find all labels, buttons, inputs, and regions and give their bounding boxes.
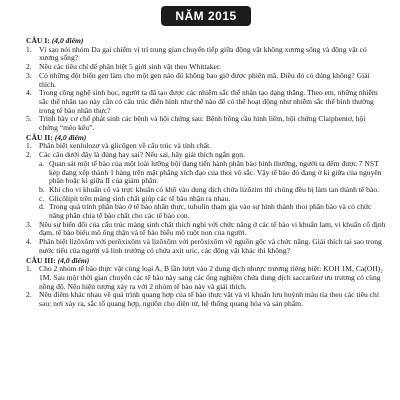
question-2-title: CÂU II: xyxy=(26,132,53,142)
q1-item-1: 1. Vì sao nói nhóm Da gai chiếm vị trí trung gian chuyển tiếp giữa động vật không xương sống và động vật có xương sống? xyxy=(26,44,367,63)
question-1-title: CÂU I: xyxy=(26,36,50,45)
q1-item-3: 3. Có những đột biến gen làm cho một gen nào đó không bao giờ được phiên mã. Điều đó có đúng không? Giải thích. xyxy=(26,70,370,89)
q2-item-4: 4. Phân biệt lizôxôm với perôxixôm và lizôxôm với perôxixôm về nguồn gốc và chức năng. Giải thích tại sao trong nước tiểu của người và linh trưởng có chứa axit uric, các động vật khác thì không? xyxy=(26,237,382,255)
year-badge: NĂM 2015 xyxy=(161,6,250,26)
q1-item-2: 2. Nêu các tiêu chí để phân biệt 5 giới sinh vật theo Whittaker. xyxy=(26,62,222,72)
exam-body xyxy=(26,37,386,309)
q2-item-1: 1. Phân biệt xenlulozơ và glicôgen về cấu trúc và tính chất. xyxy=(26,141,212,151)
q3-item-2: 2. Nêu điểm khác nhau về quá trình quang hợp của tế bào thực vật và vi khuẩn lưu huỳnh màu tía theo các tiêu chí sau: nơi xảy ra, sắc tố quang hợp, nguồn cho điện tử, hệ thống quang hóa và sản phẩm. xyxy=(26,290,379,309)
question-1-points: (4,0 điểm) xyxy=(51,36,84,45)
q2-item-2: 2. Các câu dưới đây là đúng hay sai? Nếu sai, hãy giải thích ngắn gọn. xyxy=(26,150,245,160)
question-3-title: CÂU III: xyxy=(26,255,56,265)
question-3-points: (4,0 điểm) xyxy=(57,255,90,265)
q1-item-5: 5. Trình bày cơ chế phát sinh các bệnh và hội chứng sau: Bệnh hồng cầu hình liềm, hội chứng Claiphentơ, hội chứng “mèo kêu”. xyxy=(26,114,366,133)
q2-item-3: 3. Nêu sự biến đổi của cấu trúc màng sinh chất thích nghi với chức năng ở các tế bào vi khuẩn lam, vi khuẩn cố định đạm, tế bào biểu mô ống thận và tế bào biểu mô ruột non của người. xyxy=(26,219,386,238)
year-header xyxy=(26,0,386,36)
q2-sub-c: c. Glicôlipit trên màng sinh chất giúp các tế bào nhận ra nhau. xyxy=(39,193,231,203)
q2-sub-b: b. Khi cho vi khuẩn cổ và trực khuẩn cỏ khô vào dung dịch chứa lizôzim thì chúng đều bị làm tan thành tế bào. xyxy=(39,184,380,194)
q3-item-1: 1. Cho 2 nhóm tế bào thực vật cùng loại A, B lần lượt vào 2 dung dịch nhược trương riêng biệt: KOH 1M, Ca(OH)₂ 1M. Sau một thời gian chuyển các tế bào này sang các ống nghiệm chứa dung dịch saccarôzơ ưu trương có cùng nồng độ. Nêu hiện tượng xảy ra với 2 nhóm tế bào này và giải thích. xyxy=(26,264,383,291)
question-2-points: (4,0 điểm) xyxy=(54,132,87,142)
q2-sub-d: d. Trong quá trình phân bào ở tế bào nhân thực, tubulin tham gia vào sự hình thành thoi phân bào và có chức năng phân chia tế bào chất cho các tế bào con. xyxy=(39,202,372,221)
q1-item-4: 4. Trong công nghệ sinh học, người ta đã tạo được các nhiễm sắc thể nhân tạo dạng thẳng. Theo em, những nhiễm sắc thể nhân tạo này cần có cấu trúc điển hình như thế nào để có thể hoạt động như nhiễm sắc thể bình thường trong tế bào nhân thực? xyxy=(26,88,378,115)
q2-sub-a: a. Quan sát một tế bào của một loài lưỡng bội đang tiến hành phân bào bình thường, người ta đếm được 7 NST kép đang xếp thành 1 hàng trên mặt phẳng xích đạo của thoi vô sắc. Vậy tế bào đó đang ở kì giữa của nguyên phân hoặc kì giữa II của giảm phân. xyxy=(39,158,382,186)
